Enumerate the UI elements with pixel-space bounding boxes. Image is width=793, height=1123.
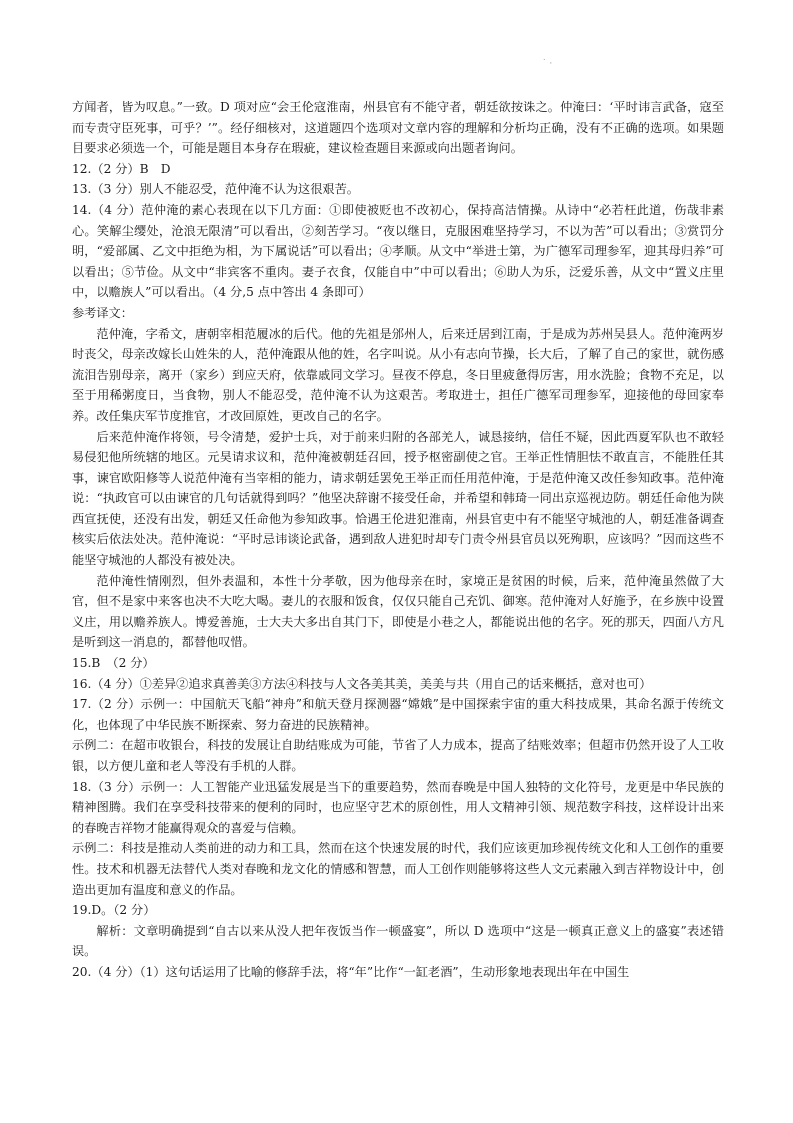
paragraph-continuation: 方闻者，皆为叹息。”一致。D 项对应“会王伦寇淮南，州县官有不能守者，朝廷欲按诛之。仲淹曰：‘平时讳言武备，寇至而专责守臣死事，可乎？’”。经仔细核对，这道题四个选项对文章内容的理解和分析均正确，没有不正确的选项。如果题目要求必须选一个，可能是题目本身存在瑕疵，建议检查题目来源或向出题者询问。 xyxy=(72,100,724,156)
answer-13: 13.（3 分）别人不能忍受，范仲淹不认为这很艰苦。 xyxy=(72,182,359,197)
translation-paragraph-1: 范仲淹，字希文，唐朝宰相范履冰的后代。他的先祖是邠州人，后来迁居到江南，于是成为苏州吴县人。范仲淹两岁时丧父，母亲改嫁长山姓朱的人，范仲淹跟从他的姓，名字叫说。从小有志向节操，长大后，了解了自己的家世，就伤感流泪告别母亲，离开（家乡）到应天府，依靠戚同文学习。昼夜不停息，冬日里疲惫得厉害，用水洗脸；食物不充足，以至于用稀粥度日，当食物，别人不能忍受，范仲淹不认为这艰苦。考取进士，担任广德军司理参军，迎接他的母回家奉养。改任集庆军节度推官，才改回原姓，更改自己的名字。 xyxy=(72,326,724,423)
translation-paragraph-3: 范仲淹性情刚烈，但外表温和，本性十分孝敬，因为他母亲在时，家境正是贫困的时候，后来，范仲淹虽然做了大官，但不是家中来客也决不大吃大喝。妻儿的衣服和饭食，仅仅只能自己充饥、御寒。范仲淹对人好施予，在乡族中设置义庄，用以赡养族人。博爱善施，士大夫大多出自其门下，即使是小巷之人，都能说出他的名字。死的那天，四面八方凡是听到这一消息的，都替他叹惜。 xyxy=(72,573,724,650)
answer-18-example-2: 示例二：科技是推动人类前进的动力和工具，然而在这个快速发展的时代，我们应该更加珍视传统文化和人工创作的重要性。技术和机器无法替代人类对春晚和龙文化的情感和智慧，而人工创作则能够将这些人文元素融入到吉祥物设计中，创造出更加有温度和意义的作品。 xyxy=(72,841,724,897)
reference-translation-label: 参考译文： xyxy=(72,305,133,320)
answer-20: 20.（4 分）（1）这句话运用了比喻的修辞手法，将“年”比作“一缸老酒”，生动形象地表现出年在中国生 xyxy=(72,964,630,979)
scan-mark: ˙ · xyxy=(542,59,553,69)
answer-16: 16.（4 分）①差异②追求真善美③方法④科技与人文各美其美，美美与共（用自己的话来概括，意对也可） xyxy=(72,676,652,691)
answer-15: 15.B （2 分） xyxy=(72,656,155,671)
answer-key-content xyxy=(72,97,724,983)
answer-19-analysis: 解析：文章明确提到“自古以来从没人把年夜饭当作一顿盛宴”，所以 D 选项中“这是一顿真正意义上的盛宴”表述错误。 xyxy=(72,923,724,959)
answer-14: 14.（4 分）范仲淹的素心表现在以下几方面：①即使被贬也不改初心，保持高洁情操。从诗中“必若枉此道，伤哉非素心。笑解尘缨处，沧浪无限清”可以看出，②刻苦学习。“夜以继日，克服困难坚持学习，不以为苦”可以看出；③赏罚分明，“爱部属、乙文中拒绝为相，为下属说话”可以看出；④孝顺。从文中“举进士第，为广德军司理参军，迎其母归养”可以看出；⑤节俭。从文中“非宾客不重肉。妻子衣食，仅能自中”中可以看出；⑥助人为乐，泛爱乐善，从文中“置义庄里中，以赡族人”可以看出。（4 分,5 点中答出 4 条即可） xyxy=(72,202,724,300)
answer-17-example-2: 示例二：在超市收银台，科技的发展让自助结账成为可能，节省了人力成本，提高了结账效率；但超市仍然开设了人工收银，以方便儿童和老人等没有手机的人群。 xyxy=(72,738,724,773)
answer-18-example-1: 18.（3 分）示例一：人工智能产业迅猛发展是当下的重要趋势，然而春晚是中国人独特的文化符号，龙更是中华民族的精神图腾。我们在享受科技带来的便利的同时，也应坚守艺术的原创性，用人文精神引领、规范数字科技，这样设计出来的春晚吉祥物才能赢得观众的喜爱与信赖。 xyxy=(72,779,724,835)
translation-paragraph-2: 后来范仲淹作将领，号令清楚，爱护士兵，对于前来归附的各部羌人，诚恳接纳，信任不疑，因此西夏军队也不敢轻易侵犯他所统辖的地区。元昊请求议和，范仲淹被朝廷召回，授予枢密副使之官。王举正性情胆怯不敢直言，不能胜任其事，谏官欧阳修等人说范仲淹有当宰相的能力，请求朝廷罢免王举正而任用范仲淹，于是范仲淹又改任参知政事。范仲淹说：“执政官可以由谏官的几句话就得到吗？”他坚决辞谢不接受任命，并希望和韩琦一同出京巡视边防。朝廷任命他为陕西宣抚使，还没有出发，朝廷又任命他为参知政事。恰遇王伦进犯淮南，州县官吏中有不能坚守城池的人，朝廷准备调查核实后依法处决。范仲淹说：“平时忌讳谈论武备，遇到敌人进犯时却专门责令州县官员以死殉职，应该吗？”因而这些不能坚守城池的人都没有被处决。 xyxy=(72,429,724,568)
answer-17-example-1: 17.（2 分）示例一：中国航天飞船“神舟”和航天登月探测器“嫦娥”是中国探索宇宙的重大科技成果，其命名源于传统文化，也体现了中华民族不断探索、努力奋进的民族精神。 xyxy=(72,697,724,732)
answer-12: 12.（2 分）B D xyxy=(72,161,171,176)
answer-19: 19.D。（2 分） xyxy=(72,903,156,918)
